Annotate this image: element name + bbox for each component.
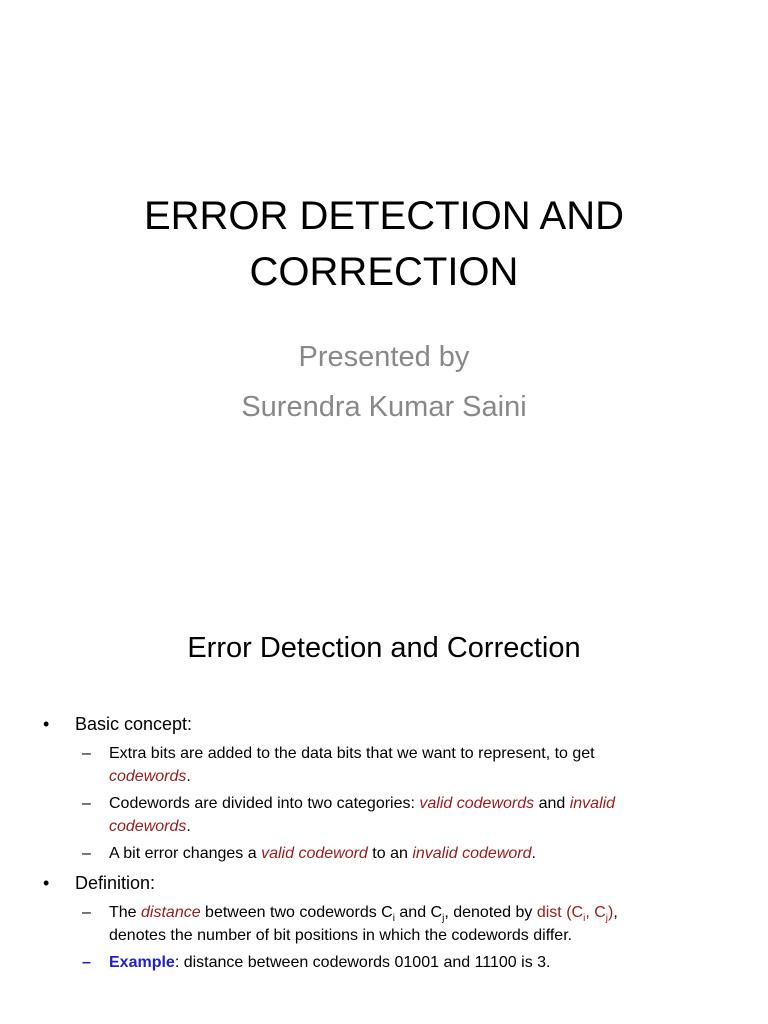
emphasis-term: valid codewords	[419, 795, 535, 812]
slide-title	[0, 188, 768, 300]
bullet-definition	[40, 871, 740, 895]
sub-bullet-text: A bit error changes a	[109, 845, 262, 862]
emphasis-term: )	[608, 904, 614, 921]
sub-bullet-text: , denoted by	[444, 904, 537, 921]
content-slide	[0, 576, 768, 1024]
sub-bullet	[40, 792, 740, 838]
subscript: i	[583, 913, 586, 925]
bullet-heading: Definition:	[75, 873, 156, 893]
sub-bullet-text: to an	[367, 845, 413, 862]
emphasis-term: valid codeword	[261, 845, 368, 862]
content-body	[40, 712, 740, 978]
slide-title-line-1: ERROR DETECTION AND	[143, 194, 625, 238]
emphasis-term: codewords	[109, 768, 187, 785]
example-label: Example	[109, 954, 175, 971]
subscript: j	[442, 913, 445, 925]
emphasis-term: distance	[141, 904, 201, 921]
dash-icon: –	[82, 795, 91, 812]
sub-bullet-text: .	[531, 845, 536, 862]
sub-bullet-text: : distance between codewords 01001 and 11100 is 3.	[174, 954, 551, 971]
sub-bullet-text: .	[186, 818, 191, 835]
dash-icon: –	[82, 904, 91, 921]
sub-bullet-text: ,	[613, 904, 618, 921]
bullet-icon: •	[43, 873, 50, 893]
sub-bullet-text: denotes the number of bit positions in which the codewords differ.	[109, 927, 573, 944]
sub-bullet	[40, 951, 740, 974]
sub-bullet-text: and	[534, 795, 570, 812]
dash-icon: –	[82, 954, 91, 971]
sub-bullet-text: Extra bits are added to the data bits that we want to represent, to get	[109, 745, 595, 762]
emphasis-term: invalid	[569, 795, 616, 812]
subscript: j	[605, 913, 608, 925]
sub-bullet-text: and C	[394, 904, 443, 921]
dash-icon: –	[82, 845, 91, 862]
slide-subtitle	[0, 332, 768, 432]
sub-bullet-text: The	[109, 904, 142, 921]
sub-bullet-text: .	[186, 768, 191, 785]
content-slide-title: Error Detection and Correction	[187, 632, 581, 664]
emphasis-term: invalid codeword	[412, 845, 532, 862]
sub-bullet-text: Codewords are divided into two categories:	[109, 795, 420, 812]
emphasis-term: , C	[585, 904, 606, 921]
emphasis-term: codewords	[109, 818, 187, 835]
sub-bullet	[40, 742, 740, 788]
subscript: i	[392, 913, 395, 925]
emphasis-term: dist (C	[536, 904, 584, 921]
sub-bullet	[40, 901, 740, 947]
sub-bullet-text: between two codewords C	[200, 904, 393, 921]
bullet-icon: •	[43, 714, 50, 734]
presented-by-label: Presented by	[298, 341, 470, 373]
bullet-basic-concept	[40, 712, 740, 736]
slide-title-line-2: CORRECTION	[249, 250, 519, 294]
dash-icon: –	[82, 745, 91, 762]
presenter-name: Surendra Kumar Saini	[241, 391, 527, 423]
bullet-heading: Basic concept:	[75, 714, 193, 734]
sub-bullet	[40, 842, 740, 865]
